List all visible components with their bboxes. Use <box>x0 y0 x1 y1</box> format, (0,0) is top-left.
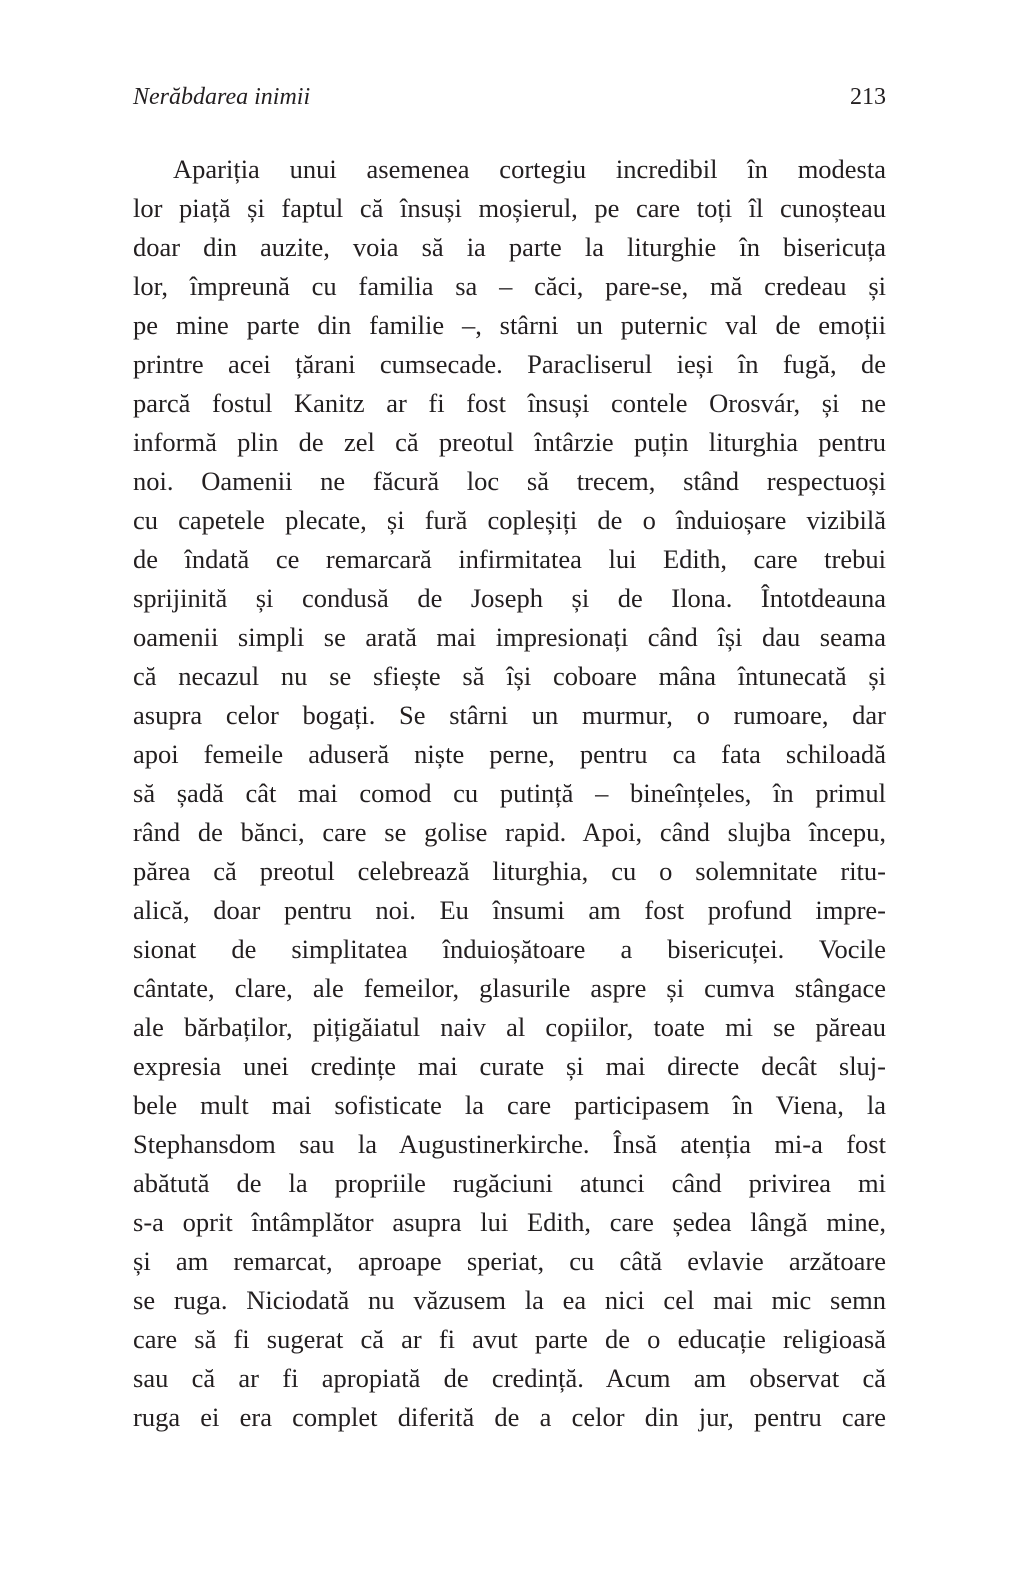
text-line: ale bărbaților, pițigăiatul naiv al copiilor, toate mi se păreau <box>133 1012 886 1042</box>
text-line: printre acei țărani cumsecade. Paracliserul ieși în fugă, de <box>133 349 886 379</box>
text-line: sionat de simplitatea înduioșătoare a bisericuței. Vocile <box>133 934 886 964</box>
text-line: expresia unei credințe mai curate și mai directe decât sluj- <box>133 1051 886 1081</box>
text-line: oamenii simpli se arată mai impresionați când își dau seama <box>133 622 886 652</box>
text-line: doar din auzite, voia să ia parte la liturghie în bisericuța <box>133 232 886 262</box>
text-line: Apariția unui asemenea cortegiu incredibil în modesta <box>173 154 886 184</box>
text-line: bele mult mai sofisticate la care participasem în Viena, la <box>133 1090 886 1120</box>
text-line: și am remarcat, aproape speriat, cu câtă evlavie arzătoare <box>133 1246 886 1276</box>
text-line: de îndată ce remarcară infirmitatea lui Edith, care trebui <box>133 544 886 574</box>
text-line: cu capetele plecate, și fură copleșiți de o înduioșare vizibilă <box>133 505 886 535</box>
text-line: pe mine parte din familie –, stârni un puternic val de emoții <box>133 310 886 340</box>
text-line: asupra celor bogați. Se stârni un murmur, o rumoare, dar <box>133 700 886 730</box>
text-line: sprijinită și condusă de Joseph și de Ilona. Întotdeauna <box>133 583 886 613</box>
text-line: s-a oprit întâmplător asupra lui Edith, care ședea lângă mine, <box>133 1207 886 1237</box>
text-line: ruga ei era complet diferită de a celor din jur, pentru care <box>133 1402 886 1432</box>
text-line: se ruga. Niciodată nu văzusem la ea nici cel mai mic semn <box>133 1285 886 1315</box>
text-line: apoi femeile aduseră niște perne, pentru ca fata schiloadă <box>133 739 886 769</box>
text-line: abătută de la propriile rugăciuni atunci când privirea mi <box>133 1168 886 1198</box>
running-header <box>133 84 886 118</box>
text-line: cântate, clare, ale femeilor, glasurile aspre și cumva stângace <box>133 973 886 1003</box>
text-line: sau că ar fi apropiată de credință. Acum am observat că <box>133 1363 886 1393</box>
text-line: noi. Oamenii ne făcură loc să trecem, stând respectuoși <box>133 466 886 496</box>
text-line: să șadă cât mai comod cu putință – bineînțeles, în primul <box>133 778 886 808</box>
text-line: parcă fostul Kanitz ar fi fost însuși contele Orosvár, și ne <box>133 388 886 418</box>
text-line: alică, doar pentru noi. Eu însumi am fost profund impre- <box>133 895 886 925</box>
text-line: lor, împreună cu familia sa – căci, pare-se, mă credeau și <box>133 271 886 301</box>
text-line: informă plin de zel că preotul întârzie puțin liturghia pentru <box>133 427 886 457</box>
body-text <box>133 150 886 1437</box>
text-line: rând de bănci, care se golise rapid. Apoi, când slujba începu, <box>133 817 886 847</box>
text-line: că necazul nu se sfiește să își coboare mâna întunecată și <box>133 661 886 691</box>
text-line: părea că preotul celebrează liturghia, cu o solemnitate ritu- <box>133 856 886 886</box>
running-title: Nerăbdarea inimii <box>133 84 311 110</box>
text-line: care să fi sugerat că ar fi avut parte de o educație religioasă <box>133 1324 886 1354</box>
text-line: lor piață și faptul că însuși moșierul, pe care toți îl cunoșteau <box>133 193 886 223</box>
text-line: Stephansdom sau la Augustinerkirche. Însă atenția mi-a fost <box>133 1129 886 1159</box>
page-number: 213 <box>850 84 886 110</box>
